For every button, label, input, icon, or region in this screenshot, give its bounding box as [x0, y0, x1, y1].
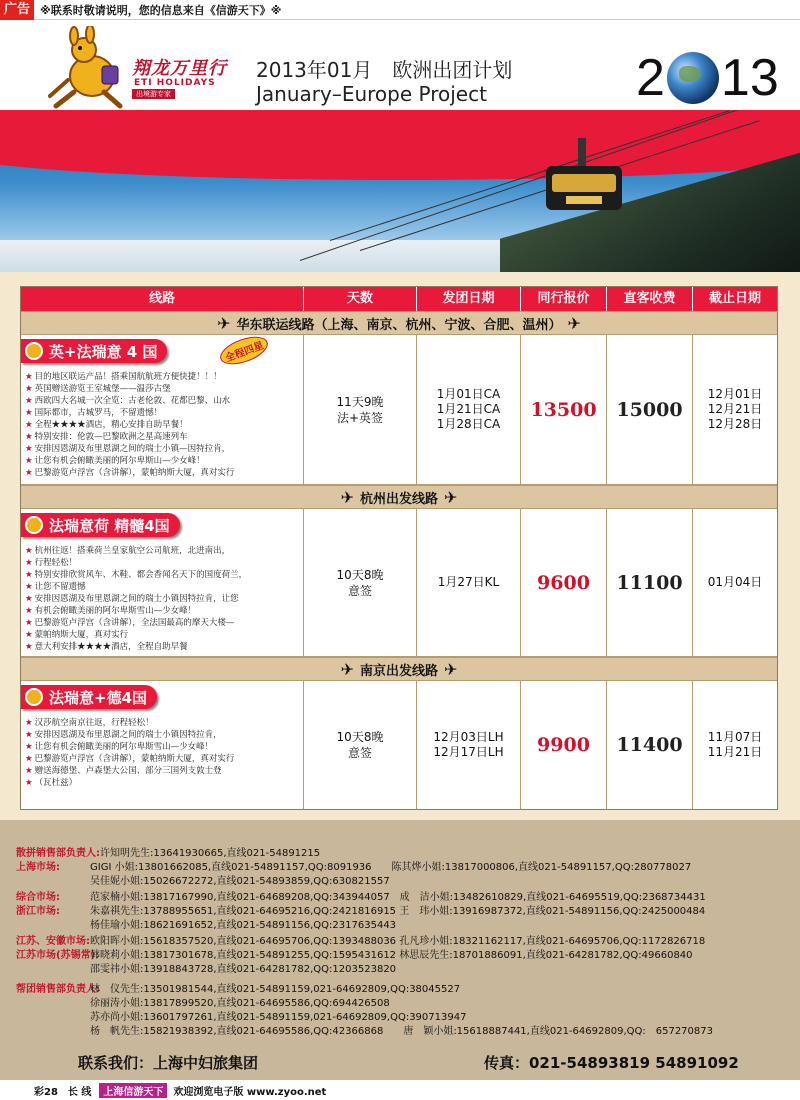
- list-item: ★ 让您有机会俯瞰美丽的阿尔卑斯山—少女峰！: [25, 455, 234, 467]
- section-title: 华东联运线路（上海、南京、杭州、宁波、合肥、温州）: [236, 318, 562, 333]
- list-item: ★ 蒙帕纳斯大厦，真对实行: [25, 629, 247, 641]
- days-text: 11天9晚: [336, 394, 384, 409]
- footer-brand-box: 上海信游天下: [99, 1083, 167, 1098]
- section-title: 南京出发线路: [359, 664, 438, 679]
- deadline-date: 12月01日: [707, 387, 763, 401]
- list-item: ★ 全程★★★★酒店，精心安排自助早餐！: [25, 419, 234, 431]
- plane-icon: ✈: [217, 314, 231, 333]
- list-item: ★ （瓦杜兹）: [25, 777, 234, 789]
- section-header: [21, 657, 777, 681]
- deadline-date: 01月04日: [707, 575, 763, 589]
- route-cell: [21, 681, 304, 809]
- header-route: 线路: [21, 287, 304, 311]
- list-item: ★ 特别安排欣赏风车、木鞋、都会香闻名天下的国度荷兰，: [25, 569, 247, 581]
- banner-photo: [0, 110, 800, 272]
- footer-website-link[interactable]: 欢迎浏览电子版 www.zyoo.net: [173, 1086, 327, 1098]
- list-item: ★ 意大利安排★★★★酒店，全程自助早餐: [25, 641, 247, 653]
- route-title: [21, 685, 157, 709]
- list-item: ★ 安排因恩湖及布里恩湖之间的瑞士小镇因特拉肯，: [25, 729, 234, 741]
- visa-text: 法+英签: [336, 410, 384, 425]
- plane-icon: ✈: [340, 660, 354, 679]
- section-title: 杭州出发线路: [359, 492, 438, 507]
- list-item: ★ 杭州往返！搭乘荷兰皇家航空公司航班，北进南出，: [25, 545, 247, 557]
- main-area: [0, 272, 800, 820]
- header: [0, 20, 800, 110]
- section-header: [21, 311, 777, 335]
- list-item: ★ 英国赠送游览王室城堡——温莎古堡: [25, 383, 234, 395]
- header-deadline: 截止日期: [708, 291, 761, 306]
- logo-name: 翔龙万里行: [132, 58, 227, 79]
- contact-row: 江苏市场(苏锡常):韩晓莉小姐:13817301678,直线021-54891255,QQ:1595431612 林思辰先生:18701886091,直线021-64281782,QQ:49660840: [16, 950, 693, 961]
- globe-icon: [667, 52, 719, 104]
- route-title: [21, 339, 167, 363]
- list-item: ★ 行程轻松！: [25, 557, 247, 569]
- deadline-date: 11月21日: [707, 745, 763, 759]
- page-number: 彩28: [34, 1086, 58, 1098]
- feature-list: [21, 363, 240, 479]
- logo-tagline: 出境游专家: [132, 89, 175, 99]
- route-cell: [21, 509, 304, 656]
- page-title-en: January–Europe Project: [256, 82, 487, 106]
- section-header: [21, 485, 777, 509]
- table-row: [21, 681, 777, 809]
- dates-cell: [417, 681, 521, 809]
- days-cell: [304, 509, 417, 656]
- list-item: ★ 特别安排：伦敦—巴黎欧洲之星高速列车: [25, 431, 234, 443]
- direct-price: 11400: [616, 734, 683, 756]
- page-title-cn: 2013年01月 欧洲出团计划: [256, 58, 513, 82]
- direct-price-cell: [607, 681, 693, 809]
- route-title: [21, 513, 180, 537]
- peer-price: 9900: [537, 734, 590, 756]
- list-item: ★ 国际都市，古城罗马，不留遗憾！: [25, 407, 234, 419]
- contact-row: 徐丽涛小姐:13817899520,直线021-64695586,QQ:694426508: [90, 998, 390, 1009]
- contact-row: 苏亦尚小姐:13601797261,直线021-54891159,021-64692809,QQ:390713947: [90, 1012, 467, 1023]
- header-dates: 发团日期: [417, 287, 521, 311]
- tour-table: [20, 286, 778, 810]
- direct-price: 11100: [616, 571, 683, 594]
- list-item: ★ 让您不留遗憾: [25, 581, 247, 593]
- year-digit-right: 13: [720, 49, 779, 107]
- deadline-date: 12月21日: [707, 402, 763, 416]
- contact-row: 杨 帆先生:15821938392,直线021-64695586,QQ:42366868 唐 颖小姐:15618887441,直线021-64692809,QQ: 657270873: [90, 1026, 713, 1037]
- header-days: 天数: [304, 287, 417, 311]
- list-item: ★ 安排因恩湖及布里恩湖之间的瑞士小镇因特拉肯，让您: [25, 593, 247, 605]
- dates-cell: [417, 335, 521, 484]
- departure-date: 1月01日CA: [436, 387, 501, 401]
- contact-row: 上海市场: GIGI 小姐:13801662085,直线021-54891157,QQ:8091936 陈其烨小姐:13817000806,直线021-54891157,QQ:280778027: [16, 862, 692, 873]
- year-digit-left: 2: [636, 49, 665, 107]
- kangaroo-icon: [25, 688, 43, 706]
- footer-category: 长 线: [67, 1086, 92, 1098]
- deadline-date: 11月07日: [707, 730, 763, 744]
- page-footer: [0, 1080, 800, 1100]
- contact-section: [0, 820, 800, 1080]
- badge-stamp: 全程四星: [217, 331, 272, 370]
- feature-list: [21, 537, 253, 653]
- list-item: ★ 巴黎游览卢浮宫（含讲解），蒙帕纳斯大厦，真对实行: [25, 753, 234, 765]
- contact-row: 散拼销售部负责人:许知明先生:13641930665,直线021-54891215: [16, 848, 321, 859]
- kangaroo-icon: [25, 516, 43, 534]
- visa-text: 意签: [347, 746, 372, 760]
- contact-row: 杨佳瑜小姐:18621691652,直线021-54891156,QQ:2317635443: [90, 920, 397, 931]
- cable-car-icon: [546, 166, 622, 210]
- ad-bar: [0, 0, 800, 20]
- table-header: [21, 287, 777, 311]
- plane-icon: ✈: [567, 314, 581, 333]
- ad-tag: 广告: [0, 0, 34, 20]
- list-item: ★ 目的地区联运产品！搭乘国航航班方便快捷！！！: [25, 371, 234, 383]
- route-cell: [21, 335, 304, 484]
- kangaroo-icon: [25, 342, 43, 360]
- ad-note: ※联系时敬请说明，您的信息来自《信游天下》※: [40, 3, 282, 17]
- plane-icon: ✈: [444, 488, 458, 507]
- contact-us: 联系我们：上海中妇旅集团: [78, 1054, 259, 1072]
- peer-price-cell: [521, 681, 607, 809]
- deadline-cell: [693, 681, 777, 809]
- table-row: [21, 509, 777, 657]
- days-text: 10天8晚: [336, 567, 384, 582]
- list-item: ★ 巴黎游览卢浮宫（含讲解），蒙帕纳斯大厦，真对实行: [25, 467, 234, 479]
- logo-english: ETI HOLIDAYS: [134, 78, 216, 88]
- deadline-cell: [693, 509, 777, 656]
- direct-price-cell: [607, 509, 693, 656]
- deadline-cell: [693, 335, 777, 484]
- year-graphic: [636, 48, 779, 108]
- table-row: [21, 335, 777, 485]
- contact-row: 帮团销售部负责人:林 仪先生:13501981544,直线021-54891159,021-64692809,QQ:38045527: [16, 984, 461, 995]
- route-name: 英+法瑞意 4 国: [49, 342, 158, 361]
- kangaroo-mascot-icon: [44, 26, 134, 110]
- visa-text: 意签: [347, 583, 372, 598]
- departure-date: 12月03日LH: [433, 730, 504, 744]
- contact-row: 吴佳妮小姐:15026672272,直线021-54893859,QQ:630821557: [90, 876, 390, 887]
- departure-date: 1月21日CA: [436, 402, 501, 416]
- list-item: ★ 巴黎游览卢浮宫（含讲解），全法国最高的摩天大楼—: [25, 617, 247, 629]
- header-direct-price: 直客收费: [607, 287, 693, 311]
- header-peer-price: 同行报价: [521, 287, 607, 311]
- deadline-date: 12月28日: [707, 417, 763, 431]
- direct-price: 15000: [616, 398, 683, 421]
- plane-icon: ✈: [340, 488, 354, 507]
- fax-number: 传真：021-54893819 54891092: [484, 1054, 739, 1072]
- route-name: 法瑞意+德4国: [49, 688, 148, 707]
- contact-row: 浙江市场: 朱嘉祺先生:13788955651,直线021-64695216,QQ:2421816915 王 玮小姐:13916987372,直线021-54891156,QQ:2425000484: [16, 906, 706, 917]
- peer-price-cell: [521, 335, 607, 484]
- departure-date: 1月28日CA: [436, 417, 501, 431]
- list-item: ★ 西欧四大名城一次全览：古老伦敦、花都巴黎、山水: [25, 395, 234, 407]
- days-cell: [304, 335, 417, 484]
- direct-price-cell: [607, 335, 693, 484]
- list-item: ★ 赠送海德堡、卢森堡大公国、部分三国列支敦士登: [25, 765, 234, 777]
- peer-price: 13500: [530, 398, 597, 421]
- days-cell: [304, 681, 417, 809]
- peer-price-cell: [521, 509, 607, 656]
- dates-cell: [417, 509, 521, 656]
- list-item: ★ 汉莎航空南京往返，行程轻松！: [25, 717, 234, 729]
- route-name: 法瑞意荷 精髓4国: [49, 516, 170, 535]
- plane-icon: ✈: [444, 660, 458, 679]
- contact-row: 综合市场: 范家楠小姐:13817167990,直线021-64689208,QQ:343944057 成 洁小姐:13482610829,直线021-64695519,QQ:2368734431: [16, 892, 706, 903]
- feature-list: [21, 709, 240, 789]
- days-text: 10天8晚: [336, 730, 384, 744]
- contact-row: 江苏、安徽市场:欧阳晖小姐:15618357520,直线021-64695706,QQ:1393488036 孔凡珍小姐:18321162117,直线021-64695706,QQ:1172826718: [16, 936, 706, 947]
- peer-price: 9600: [537, 571, 590, 594]
- list-item: ★ 安排因恩湖及布里恩湖之间的瑞士小镇—因特拉肯，: [25, 443, 234, 455]
- list-item: ★ 有机会俯瞰美丽的阿尔卑斯雪山—少女峰！: [25, 605, 247, 617]
- departure-date: 1月27日KL: [437, 575, 500, 589]
- departure-date: 12月17日LH: [433, 745, 504, 759]
- contact-row: 邵雯祎小姐:13918843728,直线021-64281782,QQ:1203523820: [90, 964, 397, 975]
- list-item: ★ 让您有机会俯瞰美丽的阿尔卑斯雪山—少女峰！: [25, 741, 234, 753]
